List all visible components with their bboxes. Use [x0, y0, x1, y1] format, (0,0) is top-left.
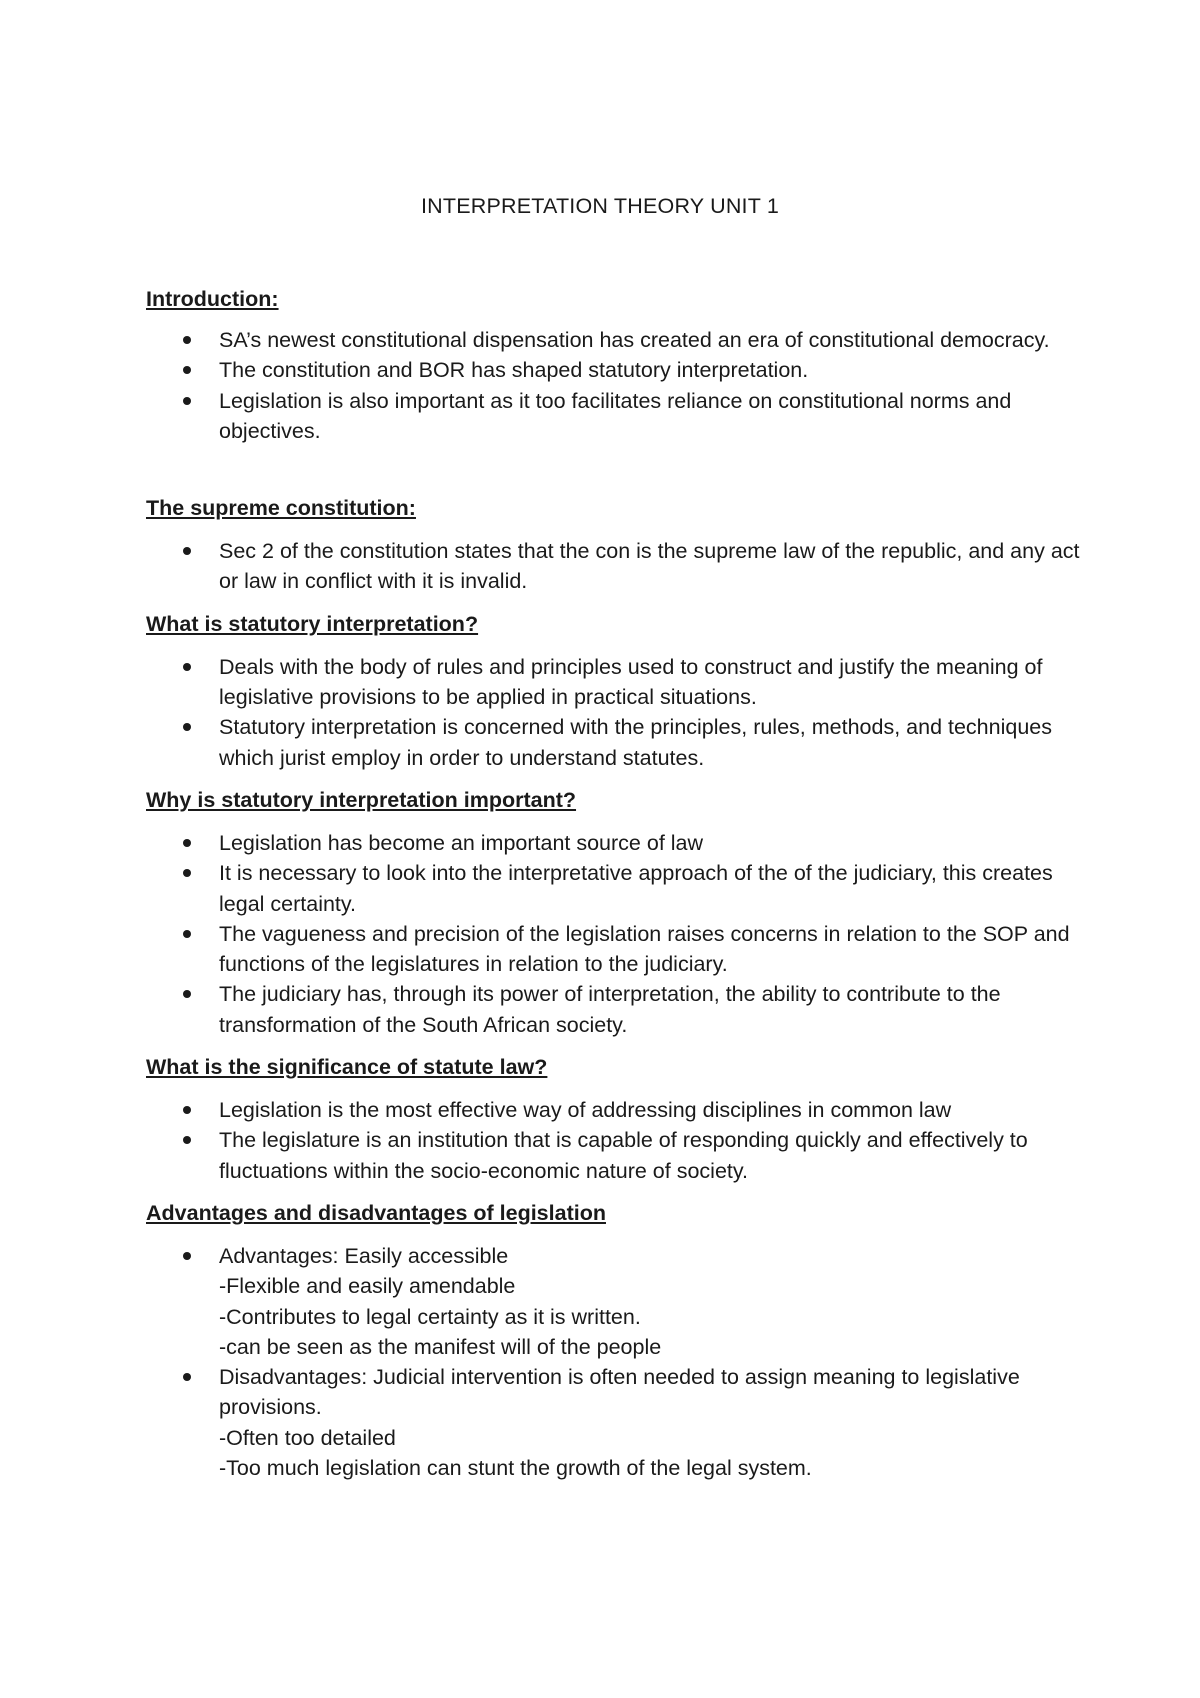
- bullet-list: [146, 828, 1086, 1040]
- list-item: Legislation is the most effective way of addressing disciplines in common law: [146, 1095, 1086, 1125]
- list-item-disadvantages: [146, 1362, 1086, 1483]
- section-heading: Introduction:: [146, 287, 279, 311]
- section-supreme-constitution: [146, 492, 1086, 597]
- section-advantages-disadvantages: [146, 1197, 1086, 1483]
- section-heading: What is the significance of statute law?: [146, 1055, 548, 1080]
- section-heading: Advantages and disadvantages of legislation: [146, 1200, 606, 1225]
- advantage-line: -can be seen as the manifest will of the people: [219, 1334, 662, 1359]
- bullet-list: [146, 325, 1086, 446]
- disadvantage-line: -Too much legislation can stunt the growth of the legal system.: [219, 1456, 812, 1481]
- disadvantage-line: -Often too detailed: [219, 1425, 396, 1450]
- section-what-is-statutory-interpretation: [146, 608, 1086, 773]
- list-item: It is necessary to look into the interpretative approach of the of the judiciary, this creates legal certainty.: [146, 858, 1086, 919]
- document-body: [146, 283, 1086, 1483]
- section-heading: Why is statutory interpretation important?: [146, 787, 577, 812]
- list-item: The judiciary has, through its power of interpretation, the ability to contribute to the transformation of the South African society.: [146, 979, 1086, 1040]
- list-item: The vagueness and precision of the legislation raises concerns in relation to the SOP and functions of the legislatures in relation to the judiciary.: [146, 919, 1086, 980]
- section-heading: What is statutory interpretation?: [146, 611, 479, 636]
- list-item: SA’s newest constitutional dispensation has created an era of constitutional democracy.: [146, 325, 1086, 355]
- bullet-list: [146, 536, 1086, 597]
- list-item: Legislation is also important as it too facilitates reliance on constitutional norms and objectives.: [146, 386, 1086, 447]
- list-item: Deals with the body of rules and principles used to construct and justify the meaning of legislative provisions to be applied in practical situations.: [146, 652, 1086, 713]
- list-item: Sec 2 of the constitution states that the con is the supreme law of the republic, and any act or law in conflict with it is invalid.: [146, 536, 1086, 597]
- section-heading: The supreme constitution:: [146, 496, 416, 521]
- advantage-line: -Flexible and easily amendable: [219, 1274, 516, 1299]
- list-item: Statutory interpretation is concerned with the principles, rules, methods, and techniques which jurist employ in order to understand statutes.: [146, 712, 1086, 773]
- list-item: Legislation has become an important source of law: [146, 828, 1086, 858]
- section-significance-statute-law: [146, 1051, 1086, 1186]
- bullet-list: [146, 1095, 1086, 1186]
- list-item: The constitution and BOR has shaped statutory interpretation.: [146, 355, 1086, 385]
- bullet-list: [146, 1241, 1086, 1483]
- section-why-important: [146, 784, 1086, 1040]
- disadvantages-lead: Disadvantages: Judicial intervention is often needed to assign meaning to legislative provisions.: [219, 1365, 1020, 1420]
- list-item-advantages: [146, 1241, 1086, 1362]
- document-title: INTERPRETATION THEORY UNIT 1: [420, 194, 780, 218]
- advantages-lead: Advantages: Easily accessible: [219, 1243, 509, 1268]
- list-item: The legislature is an institution that is capable of responding quickly and effectively to fluctuations within the socio-economic nature of society.: [146, 1125, 1086, 1186]
- advantage-line: -Contributes to legal certainty as it is written.: [219, 1304, 641, 1329]
- section-introduction: [146, 283, 1086, 446]
- bullet-list: [146, 652, 1086, 773]
